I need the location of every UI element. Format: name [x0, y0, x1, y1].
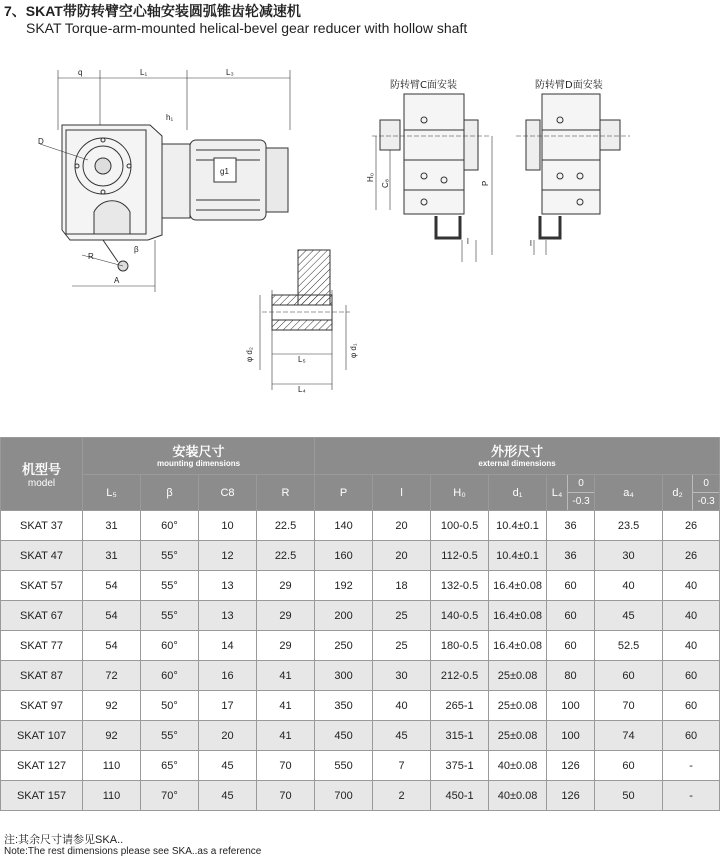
- table-cell: 200: [315, 601, 373, 631]
- table-cell: -: [663, 751, 720, 781]
- table-cell: 13: [199, 571, 257, 601]
- table-cell: 212-0.5: [431, 661, 489, 691]
- table-cell: 375-1: [431, 751, 489, 781]
- table-cell: 700: [315, 781, 373, 811]
- table-cell: 36: [547, 511, 595, 541]
- col-d1: d₁: [489, 475, 547, 511]
- table-cell: 29: [257, 601, 315, 631]
- table-cell: 26: [663, 511, 720, 541]
- table-cell: 60: [595, 661, 663, 691]
- table-cell: 40±0.08: [489, 781, 547, 811]
- mounting-group-header: [83, 438, 315, 475]
- table-cell: 20: [373, 511, 431, 541]
- table-cell: 45: [199, 781, 257, 811]
- table-cell: 40±0.08: [489, 751, 547, 781]
- label-H0: H₀: [366, 172, 375, 182]
- table-cell: 18: [373, 571, 431, 601]
- table-cell: 55°: [141, 721, 199, 751]
- main-view: [40, 70, 290, 292]
- table-cell: 250: [315, 631, 373, 661]
- table-cell: 100-0.5: [431, 511, 489, 541]
- table-cell: 110: [83, 751, 141, 781]
- table-cell: 14: [199, 631, 257, 661]
- table-cell: 265-1: [431, 691, 489, 721]
- table-cell: 20: [373, 541, 431, 571]
- label-q: q: [78, 68, 83, 77]
- table-cell: 52.5: [595, 631, 663, 661]
- table-cell: 30: [373, 661, 431, 691]
- col-d2-label: d₂: [672, 486, 683, 499]
- caption-c-mount: 防转臂C面安装: [390, 80, 457, 91]
- table-cell: SKAT 97: [1, 691, 83, 721]
- label-h1: h₁: [166, 113, 174, 122]
- table-cell: -: [663, 781, 720, 811]
- table-cell: 450: [315, 721, 373, 751]
- table-row: [1, 541, 720, 571]
- label-L5: L₅: [298, 355, 306, 364]
- side-view-d: [516, 94, 630, 255]
- col-d2-lower-tol: -0.3: [697, 496, 715, 507]
- table-cell: 10: [199, 511, 257, 541]
- label-d1: φ d₁: [349, 343, 358, 358]
- model-header-cn: 机型号: [21, 462, 61, 477]
- col-L5: L₅: [83, 475, 141, 511]
- table-cell: 192: [315, 571, 373, 601]
- table-cell: 40: [663, 571, 720, 601]
- table-cell: SKAT 77: [1, 631, 83, 661]
- table-cell: 25: [373, 631, 431, 661]
- table-cell: 60: [663, 721, 720, 751]
- table-cell: 80: [547, 661, 595, 691]
- table-cell: 60°: [141, 511, 199, 541]
- table-body: [1, 511, 720, 811]
- shaft-section: [260, 250, 350, 390]
- table-cell: 13: [199, 601, 257, 631]
- table-cell: 22.5: [257, 541, 315, 571]
- external-group-header: [315, 438, 720, 475]
- table-cell: 126: [547, 781, 595, 811]
- label-L1: L₁: [140, 68, 148, 77]
- table-cell: 36: [547, 541, 595, 571]
- table-cell: 140: [315, 511, 373, 541]
- table-cell: 29: [257, 571, 315, 601]
- table-cell: 16.4±0.08: [489, 571, 547, 601]
- col-l: l: [373, 475, 431, 511]
- table-row: [1, 691, 720, 721]
- table-cell: 25±0.08: [489, 691, 547, 721]
- table-cell: SKAT 157: [1, 781, 83, 811]
- table-row: [1, 631, 720, 661]
- table-cell: 65°: [141, 751, 199, 781]
- table-cell: 70: [257, 781, 315, 811]
- table-cell: 7: [373, 751, 431, 781]
- table-cell: 31: [83, 511, 141, 541]
- note-cn: 注:其余尺寸请参见SKA..: [4, 834, 124, 846]
- table-cell: 23.5: [595, 511, 663, 541]
- table-cell: SKAT 107: [1, 721, 83, 751]
- table-cell: 70: [595, 691, 663, 721]
- table-cell: 54: [83, 601, 141, 631]
- label-L4: L₄: [298, 385, 306, 394]
- table-cell: 40: [663, 631, 720, 661]
- table-row: [1, 721, 720, 751]
- label-A: A: [114, 276, 120, 285]
- shaft-section-labels: [245, 343, 358, 394]
- table-row: [1, 661, 720, 691]
- table-cell: 112-0.5: [431, 541, 489, 571]
- table-cell: 92: [83, 721, 141, 751]
- col-d2: [663, 475, 720, 511]
- table-cell: 40: [373, 691, 431, 721]
- caption-d-mount: 防转臂D面安装: [535, 80, 603, 91]
- mounting-header-cn: 安装尺寸: [172, 443, 225, 459]
- table-cell: 180-0.5: [431, 631, 489, 661]
- dimension-table: [0, 437, 720, 811]
- col-L4-lower-tol: -0.3: [572, 496, 590, 507]
- table-cell: 45: [199, 751, 257, 781]
- table-cell: 350: [315, 691, 373, 721]
- label-R: R: [88, 252, 94, 261]
- table-cell: 41: [257, 721, 315, 751]
- section-title-en: SKAT Torque-arm-mounted helical-bevel gear reducer with hollow shaft: [26, 20, 468, 36]
- table-cell: SKAT 67: [1, 601, 83, 631]
- side-view-c: [372, 94, 492, 262]
- table-cell: 26: [663, 541, 720, 571]
- table-cell: 300: [315, 661, 373, 691]
- table-cell: 126: [547, 751, 595, 781]
- table-cell: 16.4±0.08: [489, 631, 547, 661]
- model-header: [1, 438, 83, 511]
- table-cell: 60: [547, 601, 595, 631]
- table-cell: 50: [595, 781, 663, 811]
- table-cell: 55°: [141, 541, 199, 571]
- label-d2: φ d₂: [245, 347, 254, 362]
- col-P: P: [315, 475, 373, 511]
- table-cell: 100: [547, 721, 595, 751]
- table-row: [1, 571, 720, 601]
- table-cell: SKAT 57: [1, 571, 83, 601]
- table-cell: 450-1: [431, 781, 489, 811]
- table-cell: 20: [199, 721, 257, 751]
- table-cell: SKAT 37: [1, 511, 83, 541]
- label-D: D: [38, 137, 44, 146]
- table-cell: 41: [257, 661, 315, 691]
- external-header-cn: 外形尺寸: [491, 443, 544, 459]
- table-row: [1, 781, 720, 811]
- col-L4-label: L₄: [551, 486, 563, 499]
- table-cell: 60: [595, 751, 663, 781]
- table-cell: 17: [199, 691, 257, 721]
- table-cell: 2: [373, 781, 431, 811]
- table-cell: 25±0.08: [489, 721, 547, 751]
- table-cell: 50°: [141, 691, 199, 721]
- table-cell: 45: [595, 601, 663, 631]
- table-cell: SKAT 127: [1, 751, 83, 781]
- label-C8: C₈: [381, 178, 390, 188]
- technical-drawing: [0, 40, 720, 440]
- col-d2-upper-tol: 0: [693, 475, 719, 493]
- table-cell: 10.4±0.1: [489, 511, 547, 541]
- table-cell: 100: [547, 691, 595, 721]
- col-a4: a₄: [595, 475, 663, 511]
- table-cell: 74: [595, 721, 663, 751]
- table-cell: 45: [373, 721, 431, 751]
- table-cell: 40: [663, 601, 720, 631]
- label-beta: β: [134, 245, 139, 254]
- table-cell: 60: [663, 661, 720, 691]
- table-cell: 55°: [141, 571, 199, 601]
- col-beta: β: [141, 475, 199, 511]
- label-g1: g1: [220, 167, 229, 176]
- table-row: [1, 601, 720, 631]
- table-cell: 550: [315, 751, 373, 781]
- table-cell: 30: [595, 541, 663, 571]
- table-cell: 160: [315, 541, 373, 571]
- table-cell: 12: [199, 541, 257, 571]
- table-cell: 29: [257, 631, 315, 661]
- table-cell: 60: [663, 691, 720, 721]
- table-cell: 60°: [141, 661, 199, 691]
- mounting-header-en: mounting dimensions: [156, 458, 241, 468]
- label-l-c: l: [467, 237, 469, 246]
- table-cell: 16.4±0.08: [489, 601, 547, 631]
- table-cell: 60°: [141, 631, 199, 661]
- col-L4-upper-tol: 0: [568, 475, 594, 493]
- table-cell: 132-0.5: [431, 571, 489, 601]
- table-cell: 72: [83, 661, 141, 691]
- table-cell: 25±0.08: [489, 661, 547, 691]
- table-cell: 16: [199, 661, 257, 691]
- label-L3: L₃: [226, 68, 234, 77]
- table-cell: 70: [257, 751, 315, 781]
- col-C8: C8: [199, 475, 257, 511]
- section-title-cn: 7、SKAT带防转臂空心轴安装圆弧锥齿轮减速机: [4, 3, 301, 19]
- table-cell: 55°: [141, 601, 199, 631]
- table-cell: 315-1: [431, 721, 489, 751]
- table-cell: 60: [547, 631, 595, 661]
- table-cell: 22.5: [257, 511, 315, 541]
- table-cell: SKAT 87: [1, 661, 83, 691]
- table-cell: 40: [595, 571, 663, 601]
- table-cell: 25: [373, 601, 431, 631]
- table-cell: 110: [83, 781, 141, 811]
- table-cell: 10.4±0.1: [489, 541, 547, 571]
- label-P: P: [481, 180, 490, 186]
- col-R: R: [257, 475, 315, 511]
- label-l-d: l: [530, 239, 532, 248]
- model-header-en: model: [27, 478, 56, 489]
- table-cell: 41: [257, 691, 315, 721]
- table-cell: 54: [83, 571, 141, 601]
- table-cell: 54: [83, 631, 141, 661]
- col-L4: [547, 475, 595, 511]
- table-cell: SKAT 47: [1, 541, 83, 571]
- table-cell: 92: [83, 691, 141, 721]
- table-cell: 140-0.5: [431, 601, 489, 631]
- note-en: Note:The rest dimensions please see SKA..as a reference: [4, 846, 262, 857]
- table-cell: 31: [83, 541, 141, 571]
- col-H0: H₀: [431, 475, 489, 511]
- table-cell: 60: [547, 571, 595, 601]
- external-header-en: external dimensions: [478, 458, 556, 468]
- table-row: [1, 751, 720, 781]
- table-row: [1, 511, 720, 541]
- table-cell: 70°: [141, 781, 199, 811]
